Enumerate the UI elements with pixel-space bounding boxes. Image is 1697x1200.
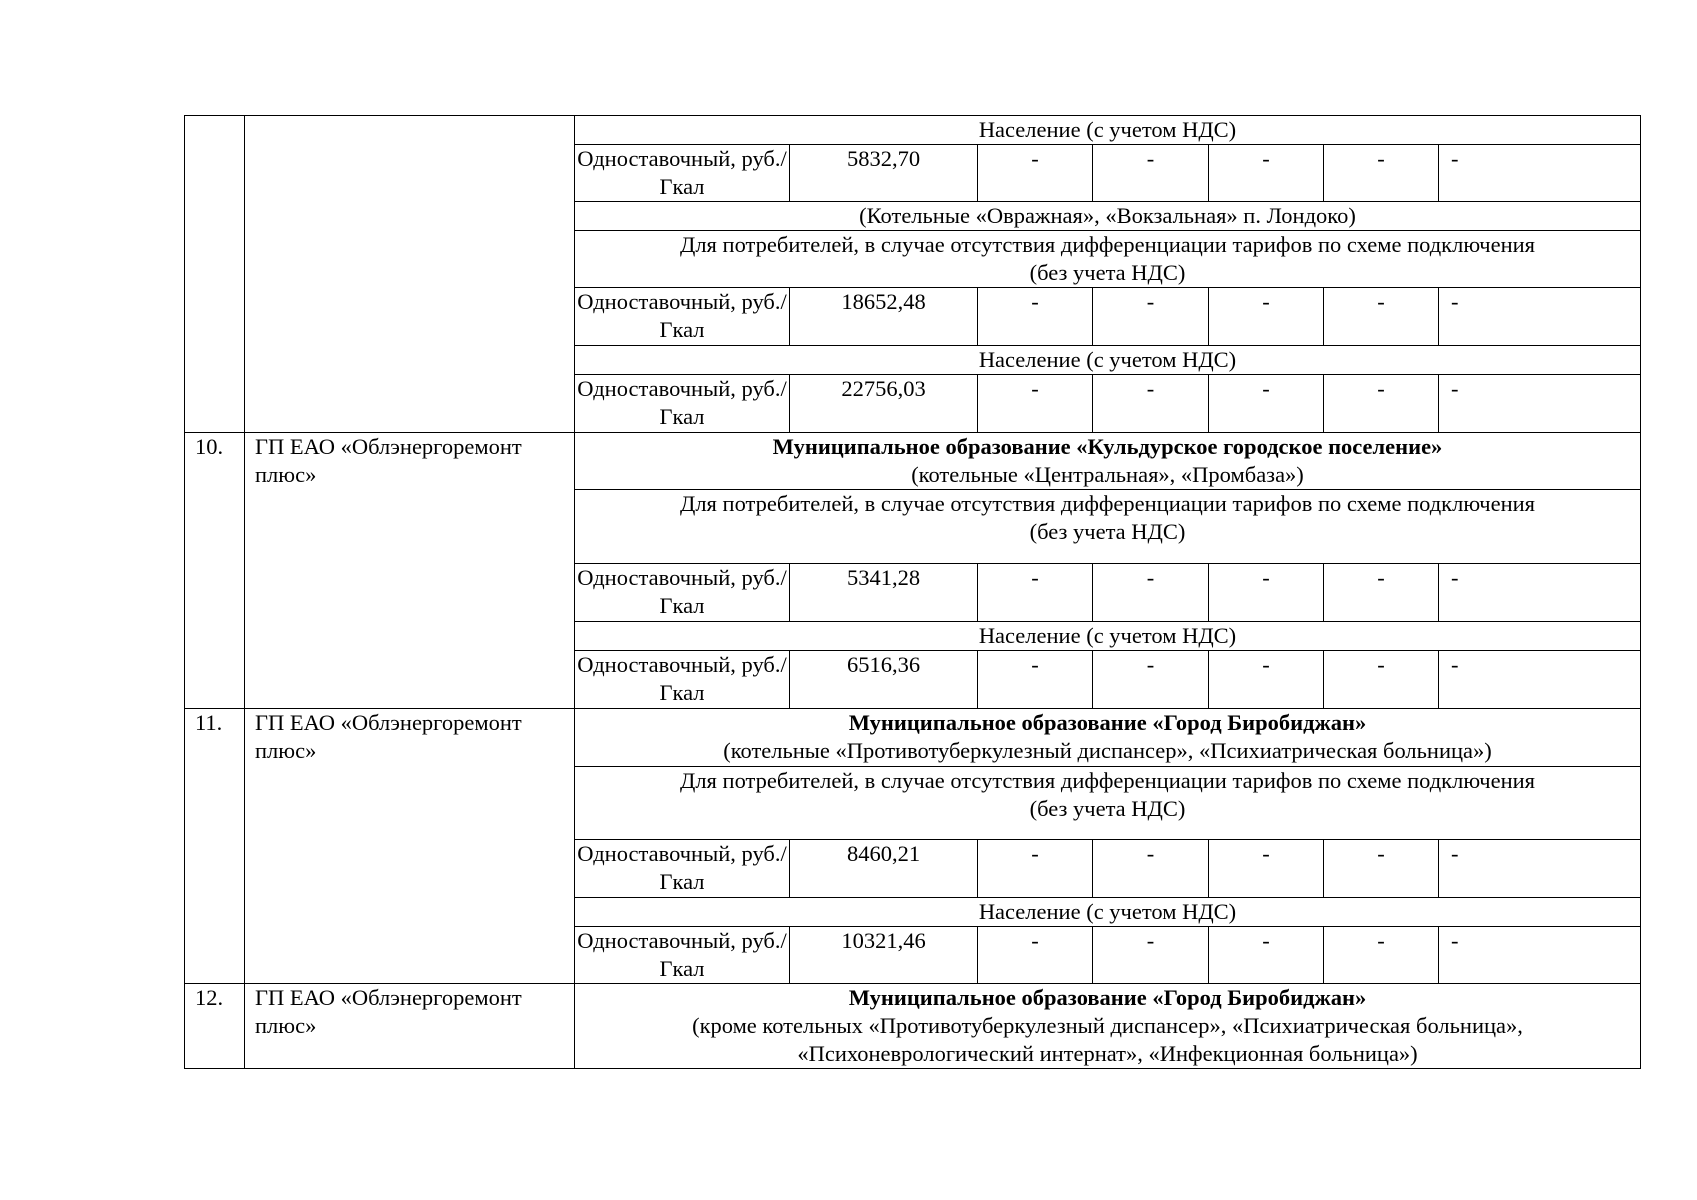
tariff-type-label: Одноставочный, руб./Гкал [575,564,790,622]
tariff-value: 5832,70 [790,145,978,202]
section-header-row [185,116,1641,145]
empty-tariff-cell: - [1209,927,1324,984]
municipality-title: Муниципальное образование «Кульдурское городское поселение» [772,434,1443,459]
organization-cell [245,116,575,433]
municipality-title: Муниципальное образование «Город Биробиджан» [848,985,1367,1010]
empty-tariff-cell: - [1209,145,1324,202]
empty-tariff-cell: - [1093,375,1209,433]
section-header [575,490,1641,564]
empty-tariff-cell: - [978,145,1093,202]
organization-name: ГП ЕАО «Облэнергоремонт плюс» [245,984,575,1069]
empty-tariff-cell: - [1324,288,1439,346]
section-header [575,622,1641,651]
section-header [575,202,1641,231]
tariff-type-label: Одноставочный, руб./Гкал [575,145,790,202]
header-line: «Психоневрологический интернат», «Инфекционная больница») [797,1041,1418,1066]
organization-name: ГП ЕАО «Облэнергоремонт плюс» [245,433,575,709]
tariff-type-label: Одноставочный, руб./Гкал [575,375,790,433]
empty-tariff-cell: - [1439,288,1641,346]
empty-tariff-cell: - [978,564,1093,622]
tariff-type-label: Одноставочный, руб./Гкал [575,840,790,898]
header-line: Для потребителей, в случае отсутствия дифференциации тарифов по схеме подключения [679,491,1536,516]
municipality-title: Муниципальное образование «Город Биробиджан» [848,710,1367,735]
section-header [575,898,1641,927]
tariff-value: 8460,21 [790,840,978,898]
empty-tariff-cell: - [1093,651,1209,709]
empty-tariff-cell: - [1093,564,1209,622]
header-line: Население (с учетом НДС) [978,117,1237,142]
section-header [575,709,1641,767]
section-header [575,984,1641,1069]
section-header-row [185,433,1641,490]
empty-tariff-cell: - [1439,375,1641,433]
empty-tariff-cell: - [1439,564,1641,622]
empty-tariff-cell: - [978,927,1093,984]
section-header-row [185,984,1641,1069]
empty-tariff-cell: - [1439,145,1641,202]
empty-tariff-cell: - [1324,145,1439,202]
empty-tariff-cell: - [1439,840,1641,898]
section-header-row [185,709,1641,767]
empty-tariff-cell: - [1324,375,1439,433]
empty-tariff-cell: - [978,375,1093,433]
header-line: Население (с учетом НДС) [978,899,1237,924]
header-line: (котельные «Противотуберкулезный диспансер», «Психиатрическая больница») [723,738,1492,763]
item-number: 11. [185,709,245,984]
item-number: 10. [185,433,245,709]
empty-tariff-cell: - [1324,927,1439,984]
section-header [575,433,1641,490]
header-line: (котельные «Центральная», «Промбаза») [911,462,1304,487]
empty-tariff-cell: - [1209,651,1324,709]
header-line: Население (с учетом НДС) [978,347,1237,372]
header-line: (без учета НДС) [1029,519,1186,544]
section-header [575,116,1641,145]
section-header [575,346,1641,375]
item-number-cell [185,116,245,433]
tariff-table [184,115,1641,1069]
item-number: 12. [185,984,245,1069]
empty-tariff-cell: - [1209,564,1324,622]
header-line: (Котельные «Овражная», «Вокзальная» п. Лондоко) [859,203,1356,228]
header-line: Для потребителей, в случае отсутствия дифференциации тарифов по схеме подключения [679,768,1536,793]
empty-tariff-cell: - [1093,288,1209,346]
empty-tariff-cell: - [978,651,1093,709]
tariff-value: 22756,03 [790,375,978,433]
tariff-value: 5341,28 [790,564,978,622]
tariff-type-label: Одноставочный, руб./Гкал [575,927,790,984]
empty-tariff-cell: - [1324,840,1439,898]
empty-tariff-cell: - [978,288,1093,346]
empty-tariff-cell: - [1324,651,1439,709]
organization-name: ГП ЕАО «Облэнергоремонт плюс» [245,709,575,984]
header-line: (кроме котельных «Противотуберкулезный диспансер», «Психиатрическая больница», [692,1013,1523,1038]
header-line: Население (с учетом НДС) [978,623,1237,648]
tariff-value: 6516,36 [790,651,978,709]
empty-tariff-cell: - [1209,840,1324,898]
header-line: (без учета НДС) [1029,260,1186,285]
empty-tariff-cell: - [1324,564,1439,622]
empty-tariff-cell: - [978,840,1093,898]
section-header [575,767,1641,840]
empty-tariff-cell: - [1093,840,1209,898]
empty-tariff-cell: - [1209,288,1324,346]
empty-tariff-cell: - [1439,927,1641,984]
tariff-value: 10321,46 [790,927,978,984]
empty-tariff-cell: - [1439,651,1641,709]
header-line: Для потребителей, в случае отсутствия дифференциации тарифов по схеме подключения [679,232,1536,257]
tariff-type-label: Одноставочный, руб./Гкал [575,651,790,709]
tariff-type-label: Одноставочный, руб./Гкал [575,288,790,346]
header-line: (без учета НДС) [1029,796,1186,821]
empty-tariff-cell: - [1093,927,1209,984]
section-header [575,231,1641,288]
empty-tariff-cell: - [1209,375,1324,433]
tariff-value: 18652,48 [790,288,978,346]
empty-tariff-cell: - [1093,145,1209,202]
